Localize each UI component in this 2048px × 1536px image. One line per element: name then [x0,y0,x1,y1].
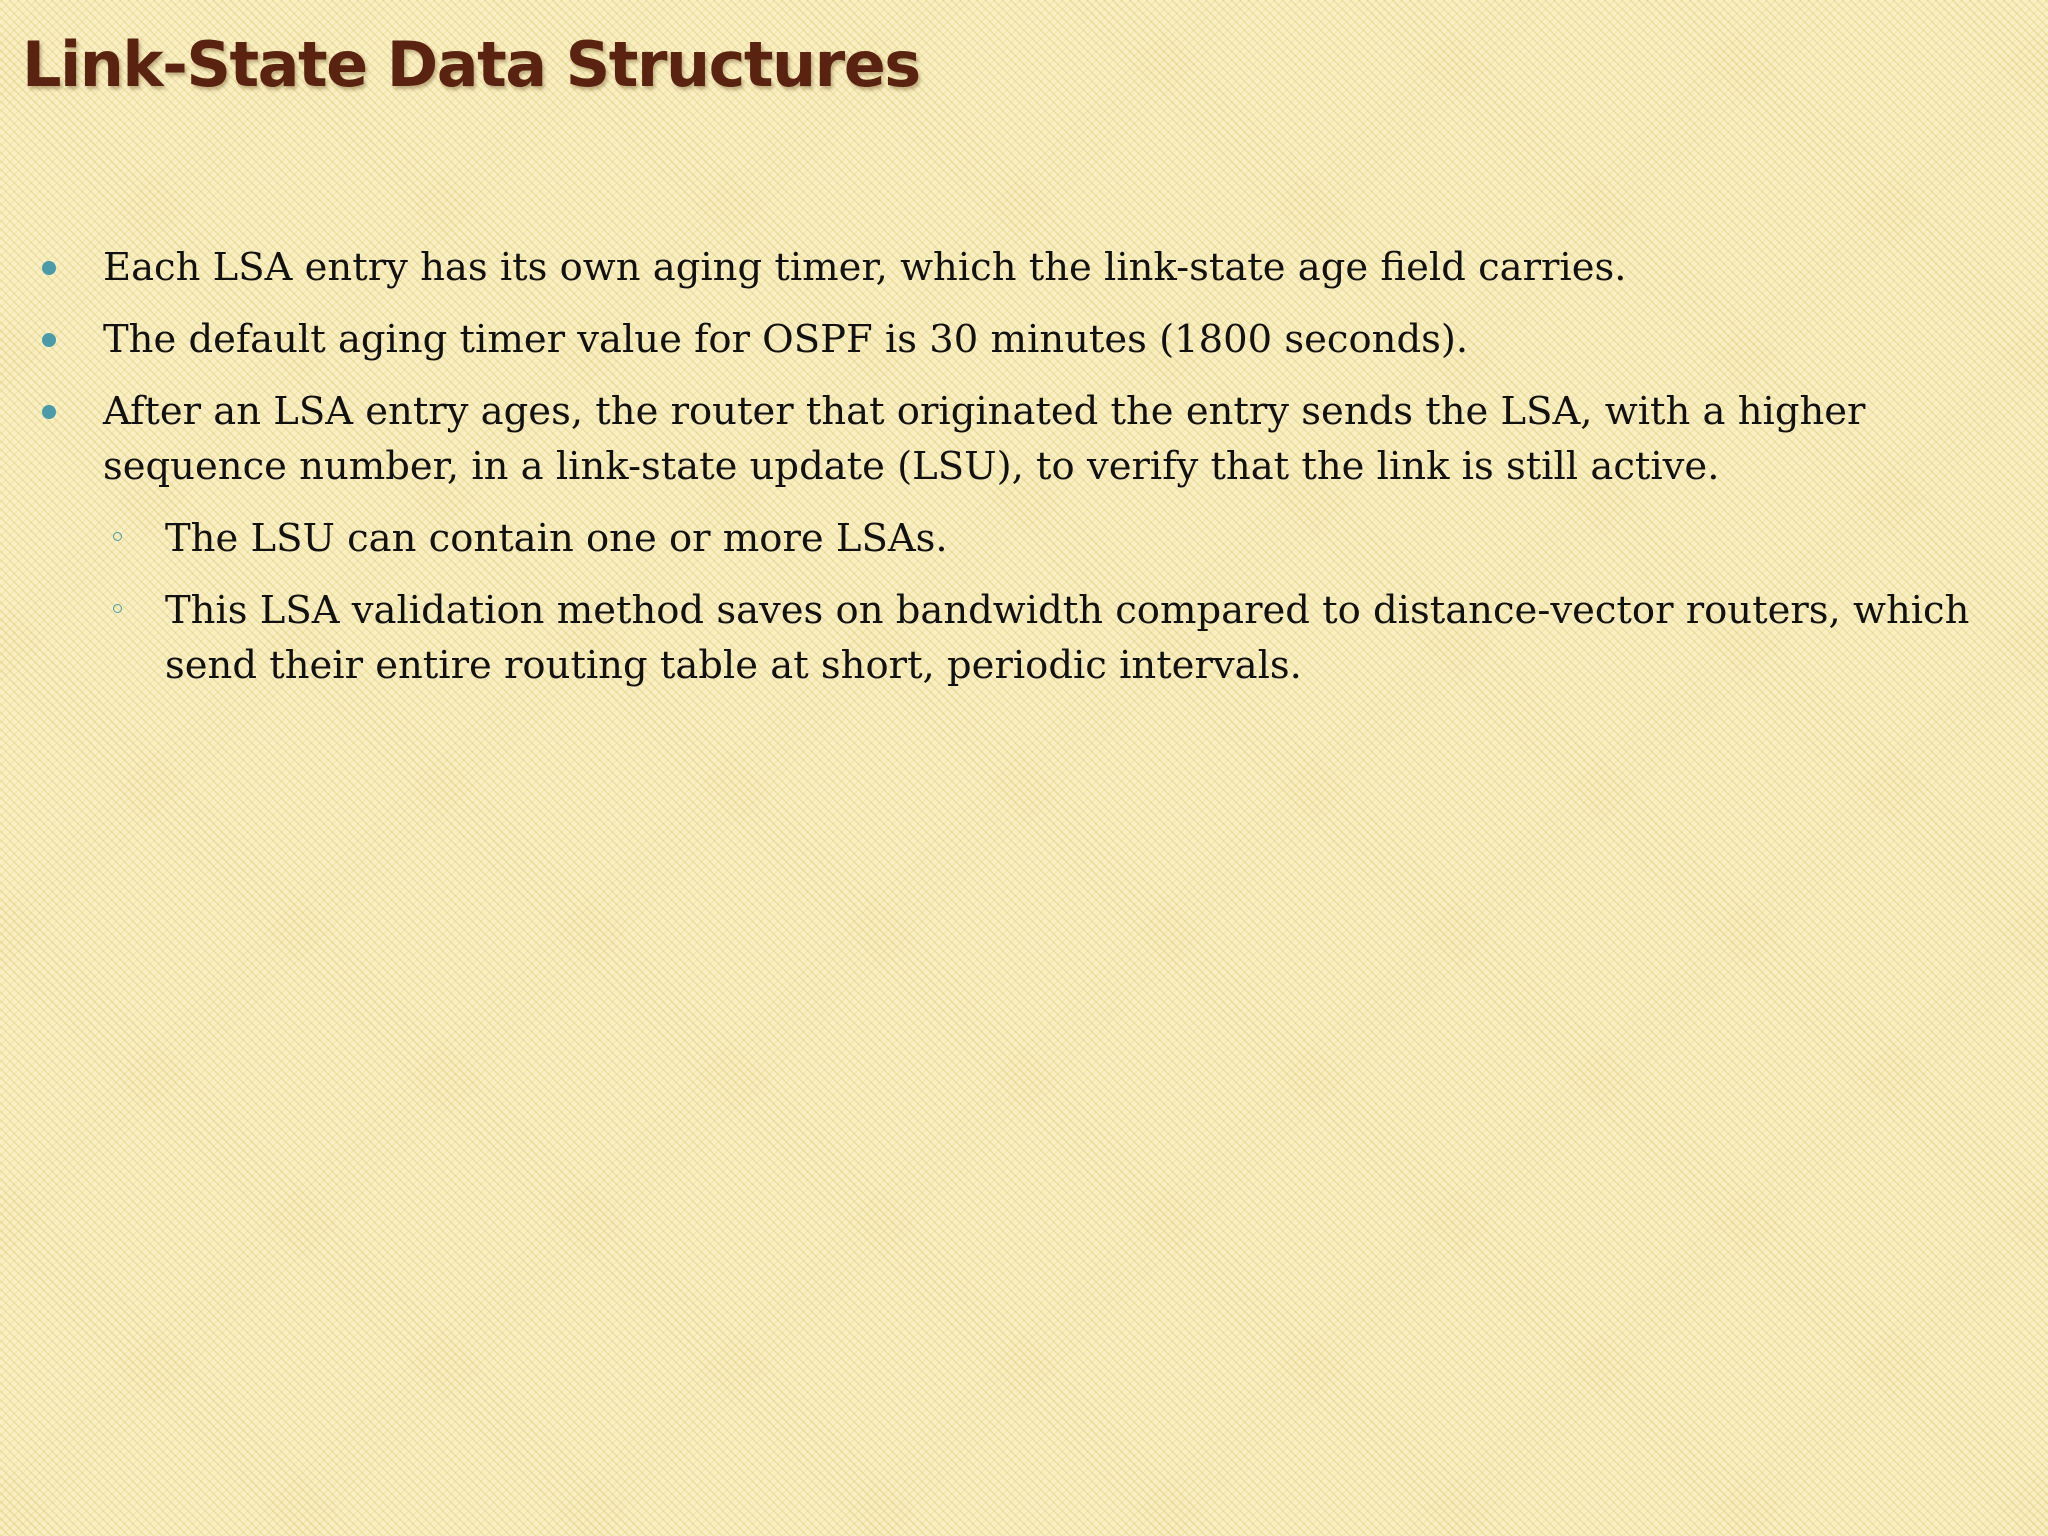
slide-title: Link-State Data Structures [22,28,920,101]
bullet-text: Each LSA entry has its own aging timer, which the link-state age field carries. [103,245,1627,290]
bullet-dot-icon [42,333,56,347]
bullet-item [0,312,2010,367]
sub-bullet-item [0,583,2010,693]
sub-bullet-text: This LSA validation method saves on bandwidth compared to distance-vector routers, which send their entire routing table at short, periodic intervals. [165,588,1970,688]
bullet-text: After an LSA entry ages, the router that originated the entry sends the LSA, with a higher sequence number, in a link-state update (LSU), to verify that the link is still active. [103,389,1866,489]
bullet-item [0,240,2010,295]
bullet-item [0,384,2010,494]
sub-bullet-item [0,511,2010,566]
sub-bullet-ring-icon [113,532,122,541]
bullet-dot-icon [42,405,56,419]
sub-bullet-ring-icon [113,604,122,613]
bullet-dot-icon [42,261,56,275]
slide-content [0,240,2010,710]
sub-bullet-text: The LSU can contain one or more LSAs. [165,516,948,561]
bullet-text: The default aging timer value for OSPF is 30 minutes (1800 seconds). [103,317,1469,362]
